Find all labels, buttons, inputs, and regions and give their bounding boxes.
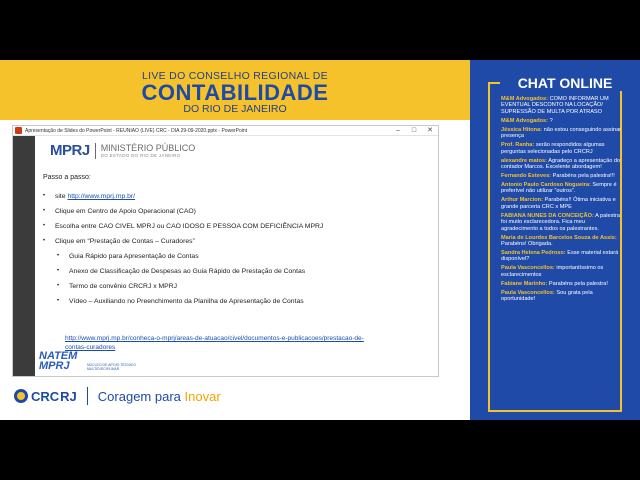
chat-message	[501, 265, 622, 278]
message-author: FABIANA NUNES DA CONCEIÇÃO:	[501, 212, 594, 219]
crc-logo-rj: RJ	[60, 388, 77, 404]
bullet-dot-icon: •	[43, 193, 46, 199]
mprj-logo-mark: MPRJ	[50, 142, 90, 159]
list-item	[43, 192, 323, 207]
sub-list-item	[43, 267, 323, 282]
bullet-dot-icon: •	[43, 208, 46, 214]
message-text: COMO INFORMAR UM EVENTUAL DESCONTO NA LOCAÇÃO/ SUPRESSÃO DE MULTA POR ATRASO	[501, 96, 609, 115]
message-text: Sempre é preferível não utilizar “outros”.	[501, 182, 617, 195]
chat-title: CHAT ONLINE	[500, 75, 630, 91]
live-header	[0, 60, 470, 120]
natem-logo-sub: NÚCLEO DE APOIO TÉCNICO MULTIDISCIPLINAR	[87, 363, 136, 371]
mprj-logo	[50, 142, 195, 159]
presentation-panel	[0, 60, 470, 420]
slideshow-margin	[13, 136, 35, 376]
brand-tagline	[98, 389, 221, 404]
crc-logo-text: CRC	[31, 388, 60, 404]
window-title: Apresentação de Slides do PowerPoint - REUNIÃO (LIVE) CRC - DIA 29-09-2020.pptx - PowerPoint	[25, 127, 248, 134]
message-text: Sou grata pela oportunidade!	[501, 289, 593, 303]
message-text: Parabéns pela palestra!!!	[552, 173, 615, 180]
bullet-text: Clique em Centro de Apoio Operacional (CAO)	[55, 208, 196, 215]
bullet-dot-icon: •	[43, 223, 46, 229]
chat-panel	[470, 60, 640, 420]
chat-message	[501, 127, 622, 140]
message-text: Parabéns! Obrigada.	[501, 241, 553, 248]
sub-list-item	[43, 282, 323, 297]
crc-brand	[14, 387, 221, 405]
header-line3: DO RIO DE JANEIRO	[183, 103, 287, 115]
slide-heading: Passo a passo:	[43, 174, 91, 181]
live-stream-stage	[0, 60, 640, 420]
sub-bullet-text: Anexo de Classificação de Despesas ao Guia Rápido de Prestação de Contas	[69, 268, 306, 275]
chat-message	[501, 182, 622, 195]
chat-message	[501, 158, 622, 171]
header-title: CONTABILIDADE	[141, 80, 329, 105]
list-item	[43, 237, 323, 252]
crc-logo	[14, 389, 77, 404]
header-line1: LIVE DO CONSELHO REGIONAL DE	[142, 70, 328, 82]
message-author: Paula Vasconcellos:	[501, 265, 555, 272]
message-author: Paula Vasconcellos:	[501, 289, 555, 296]
minimize-button[interactable]: –	[396, 126, 400, 134]
chat-message-list	[501, 96, 622, 305]
maximize-button[interactable]: □	[411, 126, 417, 134]
sub-list-item	[43, 252, 323, 267]
message-text: Parabéns!! Ótima iniciativa e grande parceria CRC x MPE	[501, 197, 616, 210]
tagline-accent: Inovar	[184, 388, 221, 404]
sub-bullet-text: Termo de convênio CRCRJ x MPRJ	[69, 283, 178, 290]
message-author: Fernando Esteves:	[501, 173, 552, 180]
message-text: não estou conseguindo assinar presença	[501, 126, 622, 140]
chat-message	[501, 142, 622, 155]
message-text: Agradeço a apresentação do contador Marcos. Excelente abordagem!	[501, 157, 621, 171]
list-item	[43, 222, 323, 237]
chat-message	[501, 290, 622, 303]
message-text: importantíssimo os esclarecimentos	[501, 265, 604, 278]
message-author: Fabiane Marinho:	[501, 280, 548, 287]
chat-message	[501, 118, 622, 124]
bullet-dot-icon: •	[43, 238, 46, 244]
curadores-link[interactable]: http://www.mprj.mp.br/conheca-o-mprj/areas-de-atuacao/civel/documentos-e-publicacoes/prestacao-de-contas-curadores	[65, 335, 364, 351]
message-text: A palestra foi muito esclarecedora. Fica meu agradecimento a todos os palestrantes.	[501, 212, 620, 232]
natem-logo	[39, 350, 136, 372]
powerpoint-window[interactable]	[12, 125, 439, 377]
message-author: alexandre matos:	[501, 157, 548, 164]
chat-message	[501, 281, 622, 287]
close-button[interactable]: ✕	[427, 126, 433, 134]
message-author: Maria de Lourdes Barcelos Souza de Assis:	[501, 234, 617, 241]
bullet-dot-icon: •	[57, 253, 60, 259]
chat-message	[501, 173, 622, 179]
window-titlebar[interactable]	[13, 126, 438, 136]
chat-message	[501, 213, 622, 232]
message-author: Antonio Paulo Cardoso Nogueira:	[501, 182, 591, 189]
slideshow-body	[13, 136, 438, 376]
bullet-text: site	[55, 193, 68, 200]
message-author: Prof. Ranha:	[501, 142, 535, 149]
sub-bullet-text: Guia Rápido para Apresentação de Contas	[69, 253, 199, 260]
bullet-dot-icon: •	[57, 268, 60, 274]
bullet-dot-icon: •	[57, 283, 60, 289]
message-text: ?	[549, 117, 553, 124]
tagline-prefix: Coragem para	[97, 388, 185, 404]
mprj-logo-name: MINISTÉRIO PÚBLICO	[100, 142, 196, 153]
site-link[interactable]: http://www.mprj.mp.br/	[67, 193, 136, 200]
powerpoint-icon	[15, 127, 22, 134]
sub-bullet-text: Vídeo – Auxiliando no Preenchimento da Planilha de Apresentação de Contas	[69, 298, 304, 305]
chat-message	[501, 250, 622, 263]
bullet-text: Escolha entre CAO CIVEL MPRJ ou CAO IDOSO E PESSOA COM DEFICIÊNCIA MPRJ	[55, 223, 324, 230]
message-text: Esse material estará disponível?	[501, 250, 619, 263]
crc-emblem-icon	[14, 389, 28, 403]
natem-logo-word2: MPRJ	[39, 360, 70, 372]
bullet-list	[43, 192, 323, 312]
message-author: M&M Advogados:	[501, 96, 549, 102]
bullet-text: Clique em “Prestação de Contas – Curadores”	[55, 238, 195, 245]
message-author: M&M Advogados:	[501, 117, 549, 124]
chat-message	[501, 235, 622, 248]
bullet-dot-icon: •	[57, 298, 60, 304]
chat-message	[501, 96, 622, 115]
brand-divider	[87, 387, 88, 405]
chat-message	[501, 197, 622, 210]
message-text: Parabéns pela palestra!	[548, 280, 608, 287]
message-author: Arthur Marcion:	[501, 197, 543, 204]
list-item	[43, 207, 323, 222]
natem-logo-word: NATEM	[39, 350, 78, 362]
message-text: serão respondidos algumas perguntas selecionadas pelo CRCRJ	[501, 142, 605, 155]
slide	[35, 136, 438, 376]
logo-divider	[95, 143, 96, 159]
sub-list-item	[43, 297, 323, 312]
mprj-logo-sub: DO ESTADO DO RIO DE JANEIRO	[100, 152, 181, 158]
message-author: Sandra Helena Pedroso:	[501, 250, 566, 257]
message-author: Jéssica Hitona:	[501, 126, 543, 133]
